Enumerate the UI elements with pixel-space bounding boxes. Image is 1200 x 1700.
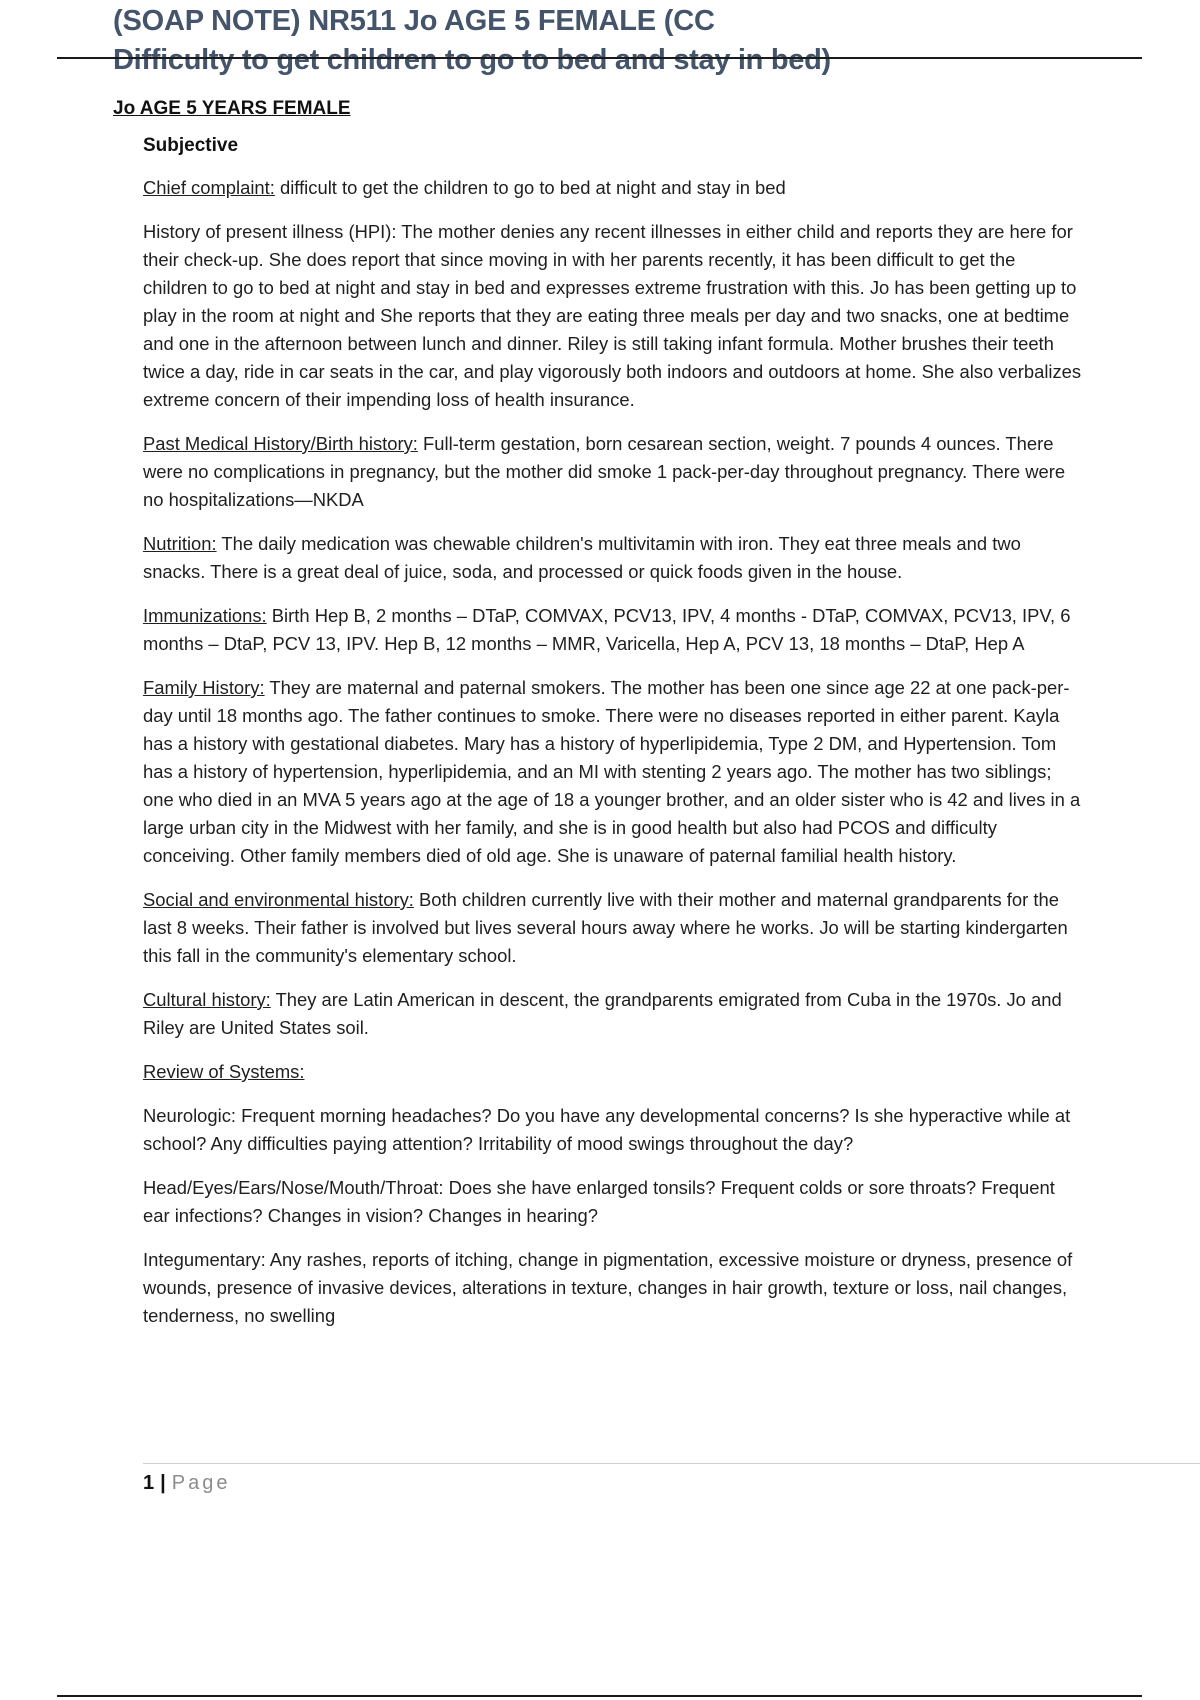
family-history-text: They are maternal and paternal smokers. The mother has been one since age 22 at one pack-per-day until 18 months ago. The father continues to smoke. There were no diseases reported in either parent. Kayla has a history with gestational diabetes. Mary has a history of hyperlipidemia, Type 2 DM, and Hypertension. Tom has a history of hypertension, hyperlipidemia, and an MI with stenting 2 years ago. The mother has two siblings; one who died in an MVA 5 years ago at the age of 18 a younger brother, and an older sister who is 42 and lives in a large urban city in the Midwest with her family, and she is in good health but also had PCOS and difficulty conceiving. Other family members died of old age. She is unaware of paternal familial health history.: [143, 677, 1081, 866]
social-history-text: Both children currently live with their mother and maternal grandparents for the last 8 weeks. Their father is involved but lives several hours away where he works. Jo will be starting kindergarten this fall in the community's elementary school.: [143, 889, 1068, 966]
immunizations-label: Immunizations:: [143, 605, 267, 626]
chief-complaint-label: Chief complaint:: [143, 177, 275, 198]
bottom-rule: [57, 1695, 1142, 1697]
patient-heading: Jo AGE 5 YEARS FEMALE: [113, 98, 351, 119]
immunizations-text: Birth Hep B, 2 months – DTaP, COMVAX, PCV13, IPV, 4 months - DTaP, COMVAX, PCV13, IPV, 6 months – DtaP, PCV 13, IPV. Hep B, 12 months – MMR, Varicella, Hep A, PCV 13, 18 months – DtaP, Hep A: [143, 605, 1071, 654]
document-body: [143, 132, 1083, 1346]
social-history-paragraph: [143, 886, 1083, 970]
page-footer: [143, 1468, 230, 1498]
title-underline-rule: [57, 57, 1142, 59]
cultural-history-paragraph: [143, 986, 1083, 1042]
ros-heent-paragraph: Head/Eyes/Ears/Nose/Mouth/Throat: Does she have enlarged tonsils? Frequent colds or sore throats? Frequent ear infections? Changes in vision? Changes in hearing?: [143, 1177, 1055, 1226]
document-title: [113, 2, 1123, 80]
cultural-history-label: Cultural history:: [143, 989, 271, 1010]
footer-rule: [143, 1463, 1200, 1464]
social-history-label: Social and environmental history:: [143, 889, 414, 910]
family-history-label: Family History:: [143, 677, 265, 698]
nutrition-label: Nutrition:: [143, 533, 217, 554]
chief-complaint-paragraph: [143, 174, 1083, 202]
immunizations-paragraph: [143, 602, 1083, 658]
review-of-systems-heading: [143, 1058, 1083, 1086]
ros-neurologic-paragraph: Neurologic: Frequent morning headaches? Do you have any developmental concerns? Is she hyperactive while at school? Any difficulties paying attention? Irritability of mood swings throughout the day?: [143, 1105, 1071, 1154]
past-medical-paragraph: [143, 430, 1083, 514]
nutrition-text: The daily medication was chewable children's multivitamin with iron. They eat three meals and two snacks. There is a great deal of juice, soda, and processed or quick foods given in the house.: [143, 533, 1021, 582]
nutrition-paragraph: [143, 530, 1083, 586]
past-medical-label: Past Medical History/Birth history:: [143, 433, 418, 454]
title-line-1: (SOAP NOTE) NR511 Jo AGE 5 FEMALE (CC: [113, 5, 715, 37]
page-number: 1: [143, 1472, 155, 1494]
past-medical-text: Full-term gestation, born cesarean section, weight. 7 pounds 4 ounces. There were no complications in pregnancy, but the mother did smoke 1 pack-per-day throughout pregnancy. There were no hospitalizations—NKDA: [143, 433, 1066, 510]
review-of-systems-label: Review of Systems:: [143, 1061, 305, 1082]
title-line-2: Difficulty to get children to go to bed and stay in bed): [113, 44, 831, 76]
cultural-history-text: They are Latin American in descent, the grandparents emigrated from Cuba in the 1970s. Jo and Riley are United States soil.: [143, 989, 1062, 1038]
page-word: Page: [171, 1472, 231, 1494]
page-separator: |: [160, 1472, 166, 1494]
subjective-heading: Subjective: [143, 135, 239, 156]
hpi-paragraph: History of present illness (HPI): The mother denies any recent illnesses in either child and reports they are here for their check-up. She does report that since moving in with her parents recently, it has been difficult to get the children to go to bed at night and stay in bed and expresses extreme frustration with this. Jo has been getting up to play in the room at night and She reports that they are eating three meals per day and two snacks, one at bedtime and one in the afternoon between lunch and dinner. Riley is still taking infant formula. Mother brushes their teeth twice a day, ride in car seats in the car, and play vigorously both indoors and outdoors at home. She also verbalizes extreme concern of their impending loss of health insurance.: [143, 221, 1082, 410]
ros-integumentary-paragraph: Integumentary: Any rashes, reports of itching, change in pigmentation, excessive moisture or dryness, presence of wounds, presence of invasive devices, alterations in texture, changes in hair growth, texture or loss, nail changes, tenderness, no swelling: [143, 1249, 1073, 1326]
chief-complaint-text: difficult to get the children to go to bed at night and stay in bed: [274, 177, 786, 198]
family-history-paragraph: [143, 674, 1083, 870]
